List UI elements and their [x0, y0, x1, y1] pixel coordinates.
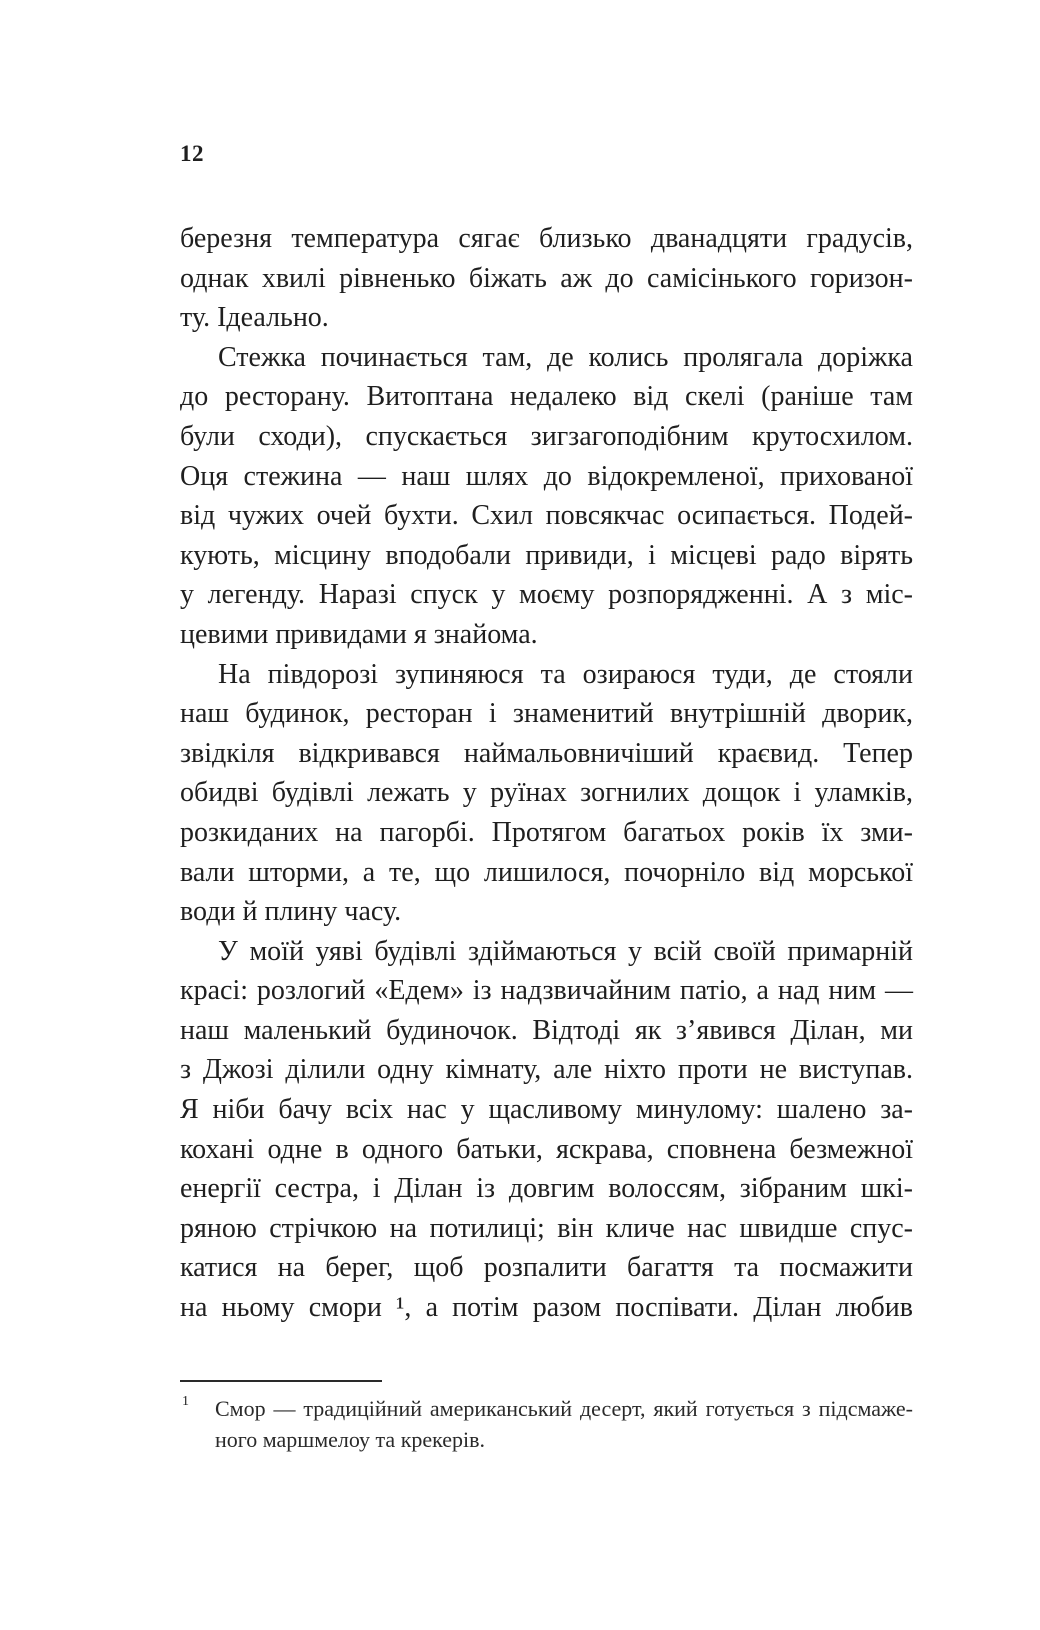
text-line: Стежка починається там, де колись пролягала доріжка [218, 341, 913, 373]
text-line: катися на берег, щоб розпалити багаття та посмажити [180, 1252, 913, 1284]
text-line: однак хвилі рівненько біжать аж до самісінького горизон- [180, 262, 913, 294]
text-line: ряною стрічкою на потилиці; він кличе нас швидше спус- [180, 1212, 913, 1244]
text-line: з Джозі ділили одну кімнату, але ніхто проти не виступав. [180, 1054, 913, 1086]
footnote-line: ного маршмелоу та крекерів. [215, 1427, 486, 1452]
paragraph [180, 338, 913, 655]
paragraph [180, 655, 913, 932]
text-line: у легенду. Наразі спуск у моєму розпорядженні. А з міс- [180, 579, 913, 611]
text-line: води й плину часу. [180, 896, 402, 928]
text-line: ту. Ідеально. [180, 302, 329, 334]
paragraph [180, 932, 913, 1328]
text-line: березня температура сягає близько дванадцяти градусів, [180, 223, 913, 254]
text-line: цевими привидами я знайома. [180, 618, 538, 650]
footnote-text [215, 1393, 913, 1455]
footnote-line: Смор — традиційний американський десерт, який готується з підсмаже- [215, 1396, 913, 1421]
text-line: наш будинок, ресторан і знаменитий внутрішній дворик, [180, 698, 913, 730]
text-line: до ресторану. Витоптана недалеко від скелі (раніше там [180, 381, 913, 413]
text-line: вали шторми, а те, що лишилося, почорніло від морської [180, 856, 913, 888]
text-line: наш маленький будиночок. Відтоді як з’явився Ділан, ми [180, 1014, 913, 1046]
footnote-divider [180, 1380, 382, 1382]
text-line: звідкіля відкривався наймальовничіший краєвид. Тепер [180, 737, 913, 769]
text-line: красі: розлогий «Едем» із надзвичайним патіо, а над ним — [180, 975, 913, 1007]
text-line: були сходи), спускається зигзагоподібним крутосхилом. [180, 420, 913, 452]
paragraph [180, 219, 913, 338]
body-text [180, 219, 913, 1328]
text-line: на ньому смори ¹, а потім разом поспівати. Ділан любив [180, 1292, 913, 1324]
text-line: кують, місцину вподобали привиди, і місцеві радо вірять [180, 539, 913, 571]
text-line: кохані одне в одного батьки, яскрава, сповнена безмежної [180, 1133, 913, 1165]
text-line: від чужих очей бухти. Схил повсякчас осипається. Подей- [180, 500, 913, 532]
footnote [180, 1393, 913, 1455]
text-line: обидві будівлі лежать у руїнах зогнилих дощок і уламків, [180, 777, 913, 809]
text-line: Оця стежина — наш шлях до відокремленої, прихованої [180, 460, 913, 492]
text-line: На півдорозі зупиняюся та озираюся туди, де стояли [218, 658, 913, 690]
text-line: У моїй уяві будівлі здіймаються у всій своїй примарній [218, 935, 913, 967]
page-number: 12 [180, 141, 204, 166]
text-line: енергії сестра, і Ділан із довгим волоссям, зібраним шкі- [180, 1173, 913, 1205]
footnote-marker: 1 [182, 1394, 189, 1409]
text-line: Я ніби бачу всіх нас у щасливому минулому: шалено за- [180, 1094, 913, 1126]
text-line: розкиданих на пагорбі. Протягом багатьох років їх зми- [180, 816, 913, 848]
